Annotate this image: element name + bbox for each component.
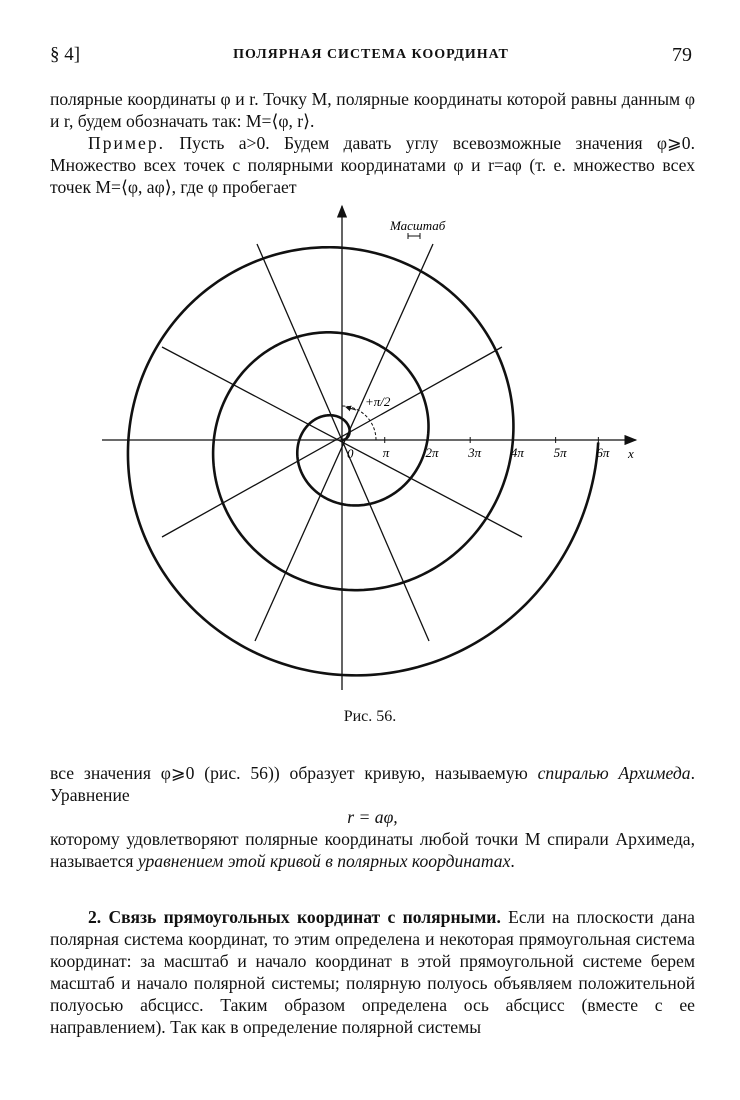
paragraph-spiral-definition	[50, 762, 695, 872]
equation: r = aφ,	[347, 807, 398, 827]
intro-text: полярные координаты φ и r. Точку M, полярные координаты которой равны данным φ и r, будем обозначать так: M=⟨φ, r⟩.	[50, 89, 695, 131]
definition-text	[50, 762, 695, 806]
origin-label: 0	[347, 446, 354, 461]
example-label: Пример.	[88, 133, 166, 153]
archimedes-spiral	[128, 247, 598, 675]
explanation-end: .	[510, 851, 515, 871]
axis-tick-label: 4π	[510, 445, 524, 460]
explanation-text: которому удовлетворяют полярные координаты любой точки M спирали Архимеда, называется	[50, 829, 695, 871]
definition-text-end: . Уравнение	[50, 763, 696, 805]
term-archimedes-spiral: спиралью Архимеда	[537, 763, 691, 783]
section-number: § 4]	[50, 44, 81, 65]
page-header	[50, 44, 692, 70]
paragraph-intro	[50, 88, 695, 198]
scale-label: Масштаб	[390, 218, 446, 233]
running-title: ПОЛЯРНАЯ СИСТЕМА КООРДИНАТ	[233, 47, 509, 62]
angle-label: +π/2	[365, 394, 391, 409]
equation-explanation	[50, 828, 695, 872]
example-paragraph	[50, 132, 695, 198]
spiral-diagram	[80, 200, 660, 700]
axis-tick-label: 6π	[596, 445, 610, 460]
figure-caption: Рис. 56.	[343, 708, 397, 725]
section-heading: 2. Связь прямоугольных координат с полярными.	[88, 907, 501, 927]
section-text: Если на плоскости дана полярная система координат, то этим определена и некоторая прямоугольная система координат: за масштаб и начало координат в этой прямоугольной системе берем масштаб и начало полярной системы; полярную полуось объявляем положительной полуосью абсцисс. Таким образом определена ось абсцисс (вместе с ее направлением). Так как в определение полярной системы	[50, 907, 695, 1037]
figure-archimedes-spiral	[80, 200, 660, 705]
axis-tick-label: 3π	[468, 445, 482, 460]
axis-tick-label: π	[382, 445, 390, 460]
x-axis-label: x	[628, 446, 634, 461]
term-curve-equation: уравнением этой кривой в полярных координатах	[137, 851, 511, 871]
page-number: 79	[672, 44, 692, 66]
axis-tick-label: 5π	[553, 445, 567, 460]
example-text: Пусть a>0. Будем давать углу всевозможные значения φ⩾0. Множество всех точек с полярными координатами φ и r=aφ (т. е. множество всех точек M=⟨φ, aφ⟩, где φ пробегает	[50, 133, 695, 197]
definition-text-start: все значения φ⩾0 (рис. 56)) образует кривую, называемую	[50, 763, 538, 783]
paragraph-section-2	[50, 906, 695, 1038]
axis-tick-label: 2π	[425, 445, 439, 460]
